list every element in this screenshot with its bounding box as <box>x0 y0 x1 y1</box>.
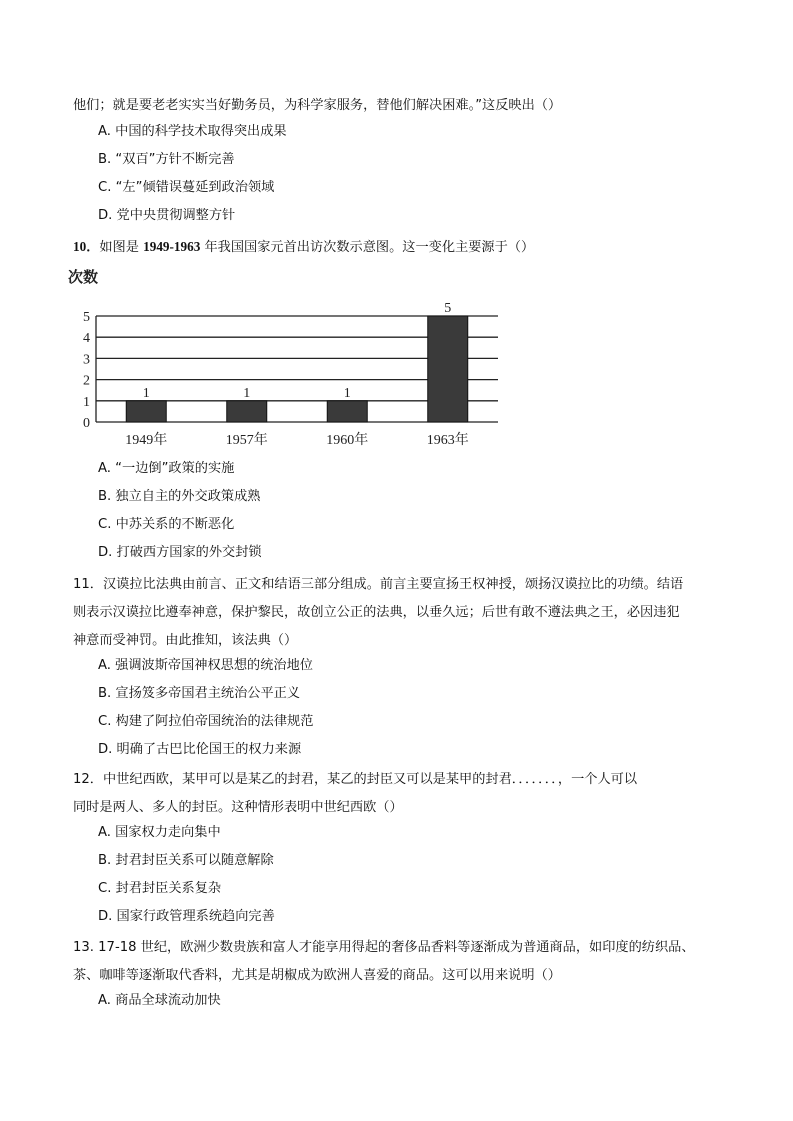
bar-1960年 <box>327 401 367 422</box>
q13-stem-line1: 13. 17-18 世纪，欧洲少数贵族和富人才能享用得起的奢侈品香料等逐渐成为普通商品，如印度的纺织品、 <box>73 940 695 955</box>
data-label-1963年: 5 <box>444 301 452 316</box>
q12-stem-line2: 同时是两人、多人的封臣。这种情形表明中世纪西欧（） <box>73 800 403 815</box>
q9-option-a: A. 中国的科学技术取得突出成果 <box>98 124 287 139</box>
chart-x-categories <box>125 431 469 448</box>
data-label-1960年: 1 <box>343 385 351 401</box>
q9-option-d: D. 党中央贯彻调整方针 <box>98 208 236 223</box>
q11-stem-line3: 神意而受神罚。由此推知，该法典（） <box>73 633 298 648</box>
visit-count-bar-chart <box>68 264 508 450</box>
q11-option-c: C. 构建了阿拉伯帝国统治的法律规范 <box>98 714 314 729</box>
y-tick-4: 4 <box>83 331 90 347</box>
x-category-1960年: 1960年 <box>326 433 369 448</box>
q13-stem-line2: 茶、咖啡等逐渐取代香料，尤其是胡椒成为欧洲人喜爱的商品。这可以用来说明（） <box>73 968 561 983</box>
bar-1949年 <box>126 401 166 422</box>
q11-option-d: D. 明确了古巴比伦国王的权力来源 <box>98 742 302 757</box>
q12-option-b: B. 封君封臣关系可以随意解除 <box>98 853 274 868</box>
q9-stem-tail: 他们；就是要老老实实当好勤务员，为科学家服务，替他们解决困难。”这反映出（） <box>73 98 562 113</box>
q11-stem-line2: 则表示汉谟拉比遵奉神意，保护黎民，故创立公正的法典，以垂久远；后世有敢不遵法典之王，必因违犯 <box>73 605 680 620</box>
q10-option-a: A. “一边倒”政策的实施 <box>98 461 235 476</box>
data-label-1957年: 1 <box>243 385 251 401</box>
bar-1957年 <box>227 401 267 422</box>
x-category-1963年: 1963年 <box>426 433 469 448</box>
y-tick-3: 3 <box>83 352 90 368</box>
q12-option-d: D. 国家行政管理系统趋向完善 <box>98 909 275 924</box>
q10-option-b: B. 独立自主的外交政策成熟 <box>98 489 261 504</box>
q12-option-a: A. 国家权力走向集中 <box>98 825 221 840</box>
y-tick-1: 1 <box>83 394 90 410</box>
q12-option-c: C. 封君封臣关系复杂 <box>98 881 222 896</box>
q13-option-a: A. 商品全球流动加快 <box>98 993 221 1008</box>
y-tick-2: 2 <box>83 373 90 389</box>
chart-y-ticks <box>83 310 90 431</box>
q12-stem-line1: 12．中世纪西欧，某甲可以是某乙的封君，某乙的封臣又可以是某甲的封君．．．．．．．，一个人可以 <box>73 772 638 787</box>
x-category-1957年: 1957年 <box>225 433 268 448</box>
q11-option-b: B. 宣扬笈多帝国君主统治公平正义 <box>98 686 301 701</box>
q10-stem <box>73 238 534 257</box>
q9-option-b: B. “双百”方针不断完善 <box>98 152 235 167</box>
q9-option-c: C. “左”倾错误蔓延到政治领域 <box>98 180 275 195</box>
x-category-1949年: 1949年 <box>125 433 168 448</box>
q11-stem-line1: 11．汉谟拉比法典由前言、正文和结语三部分组成。前言主要宣扬王权神授，颂扬汉谟拉比的功绩。结语 <box>73 577 684 592</box>
chart-y-axis-label: 次数 <box>68 270 99 286</box>
q10-stem-post: 年我国国家元首出访次数示意图。这一变化主要源于（） <box>200 240 535 255</box>
q10-years: 1949-1963 <box>143 239 201 254</box>
q10-stem-pre: 如图是 <box>99 240 144 255</box>
data-label-1949年: 1 <box>142 385 150 401</box>
q10-number: 10． <box>73 239 100 254</box>
y-tick-5: 5 <box>83 310 90 325</box>
chart-bars <box>126 316 468 422</box>
y-tick-0: 0 <box>83 416 90 431</box>
bar-1963年 <box>428 316 468 422</box>
q11-option-a: A. 强调波斯帝国神权思想的统治地位 <box>98 658 313 673</box>
q10-option-c: C. 中苏关系的不断恶化 <box>98 517 235 532</box>
q10-option-d: D. 打破西方国家的外交封锁 <box>98 545 262 560</box>
